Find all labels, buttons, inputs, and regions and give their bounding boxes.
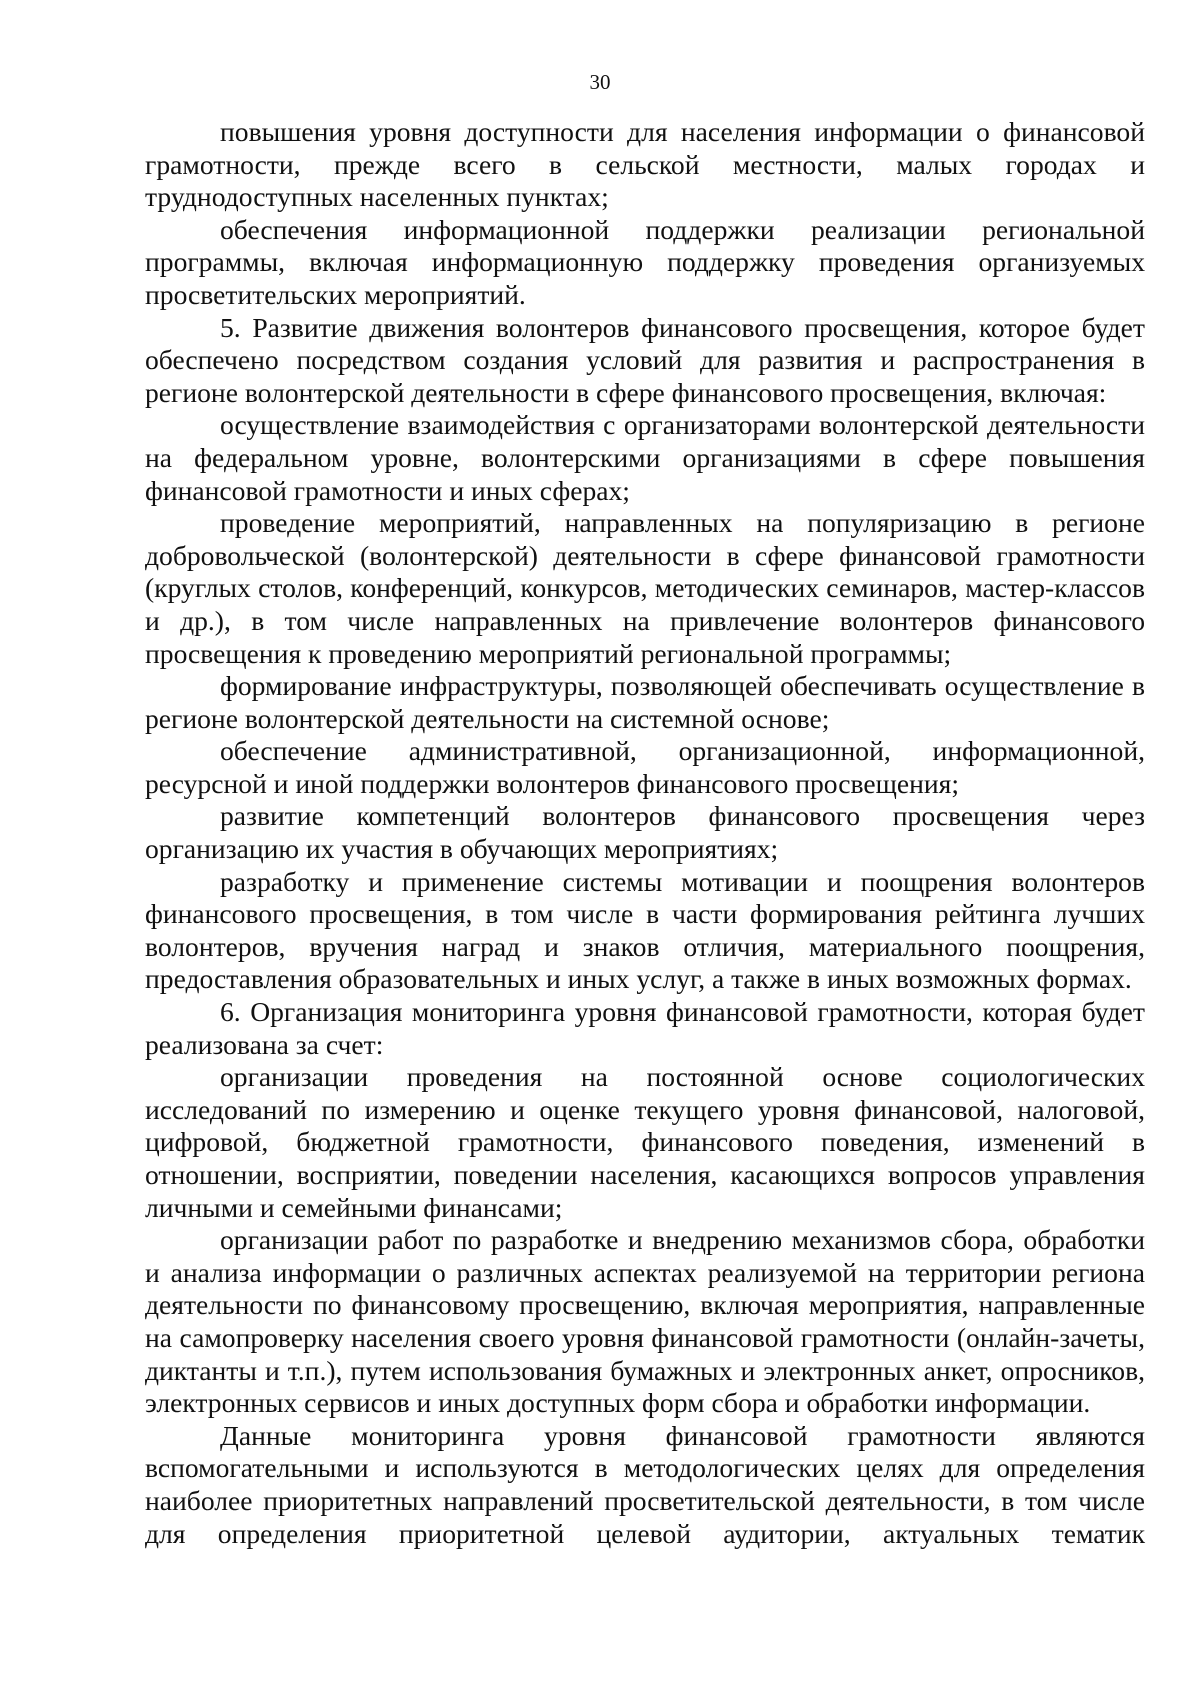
paragraph: повышения уровня доступности для населения информации о финансовой грамотности, прежде всего в сельской местности, малых городах и труднодоступных населенных пунктах; [145, 116, 1145, 213]
paragraph: развитие компетенций волонтеров финансового просвещения через организацию их участия в обучающих мероприятиях; [145, 800, 1145, 865]
paragraph: формирование инфраструктуры, позволяющей обеспечивать осуществление в регионе волонтерской деятельности на системной основе; [145, 670, 1145, 734]
paragraph: 5. Развитие движения волонтеров финансового просвещения, которое будет обеспечено посредством создания условий для развития и распространения в регионе волонтерской деятельности в сфере финансового просвещения, включая: [145, 311, 1145, 408]
paragraph: разработку и применение системы мотивации и поощрения волонтеров финансового просвещения, в том числе в части формирования рейтинга лучших волонтеров, вручения наград и знаков отличия, материального поощрения, предоставления образовательных и иных услуг, а также в иных возможных формах. [145, 865, 1145, 995]
paragraph: 6. Организация мониторинга уровня финансовой грамотности, которая будет реализована за счет: [145, 996, 1145, 1060]
document-body [145, 116, 1145, 1550]
paragraph: обеспечения информационной поддержки реализации региональной программы, включая информационную поддержку проведения организуемых просветительских мероприятий. [145, 213, 1145, 310]
paragraph: осуществление взаимодействия с организаторами волонтерской деятельности на федеральном уровне, волонтерскими организациями в сфере повышения финансовой грамотности и иных сферах; [145, 409, 1145, 506]
paragraph: Данные мониторинга уровня финансовой грамотности являются вспомогательными и используются в методологических целях для определения наиболее приоритетных направлений просветительской деятельности, в том числе для определения приоритетной целевой аудитории, актуальных тематик [145, 1419, 1145, 1549]
page-number: 30 [589, 70, 611, 94]
paragraph: проведение мероприятий, направленных на популяризацию в регионе добровольческой (волонтерской) деятельности в сфере финансовой грамотности (круглых столов, конференций, конкурсов, методических семинаров, мастер-классов и др.), в том числе направленных на привлечение волонтеров финансового просвещения к проведению мероприятий региональной программы; [145, 507, 1145, 669]
paragraph: обеспечение административной, организационной, информационной, ресурсной и иной поддержки волонтеров финансового просвещения; [145, 735, 1145, 799]
paragraph: организации работ по разработке и внедрению механизмов сбора, обработки и анализа информации о различных аспектах реализуемой на территории региона деятельности по финансовому просвещению, включая мероприятия, направленные на самопроверку населения своего уровня финансовой грамотности (онлайн-зачеты, диктанты и т.п.), путем использования бумажных и электронных анкет, опросников, электронных сервисов и иных доступных форм сбора и обработки информации. [145, 1224, 1145, 1419]
paragraph: организации проведения на постоянной основе социологических исследований по измерению и оценке текущего уровня финансовой, налоговой, цифровой, бюджетной грамотности, финансового поведения, изменений в отношении, восприятии, поведении населения, касающихся вопросов управления личными и семейными финансами; [145, 1061, 1145, 1223]
